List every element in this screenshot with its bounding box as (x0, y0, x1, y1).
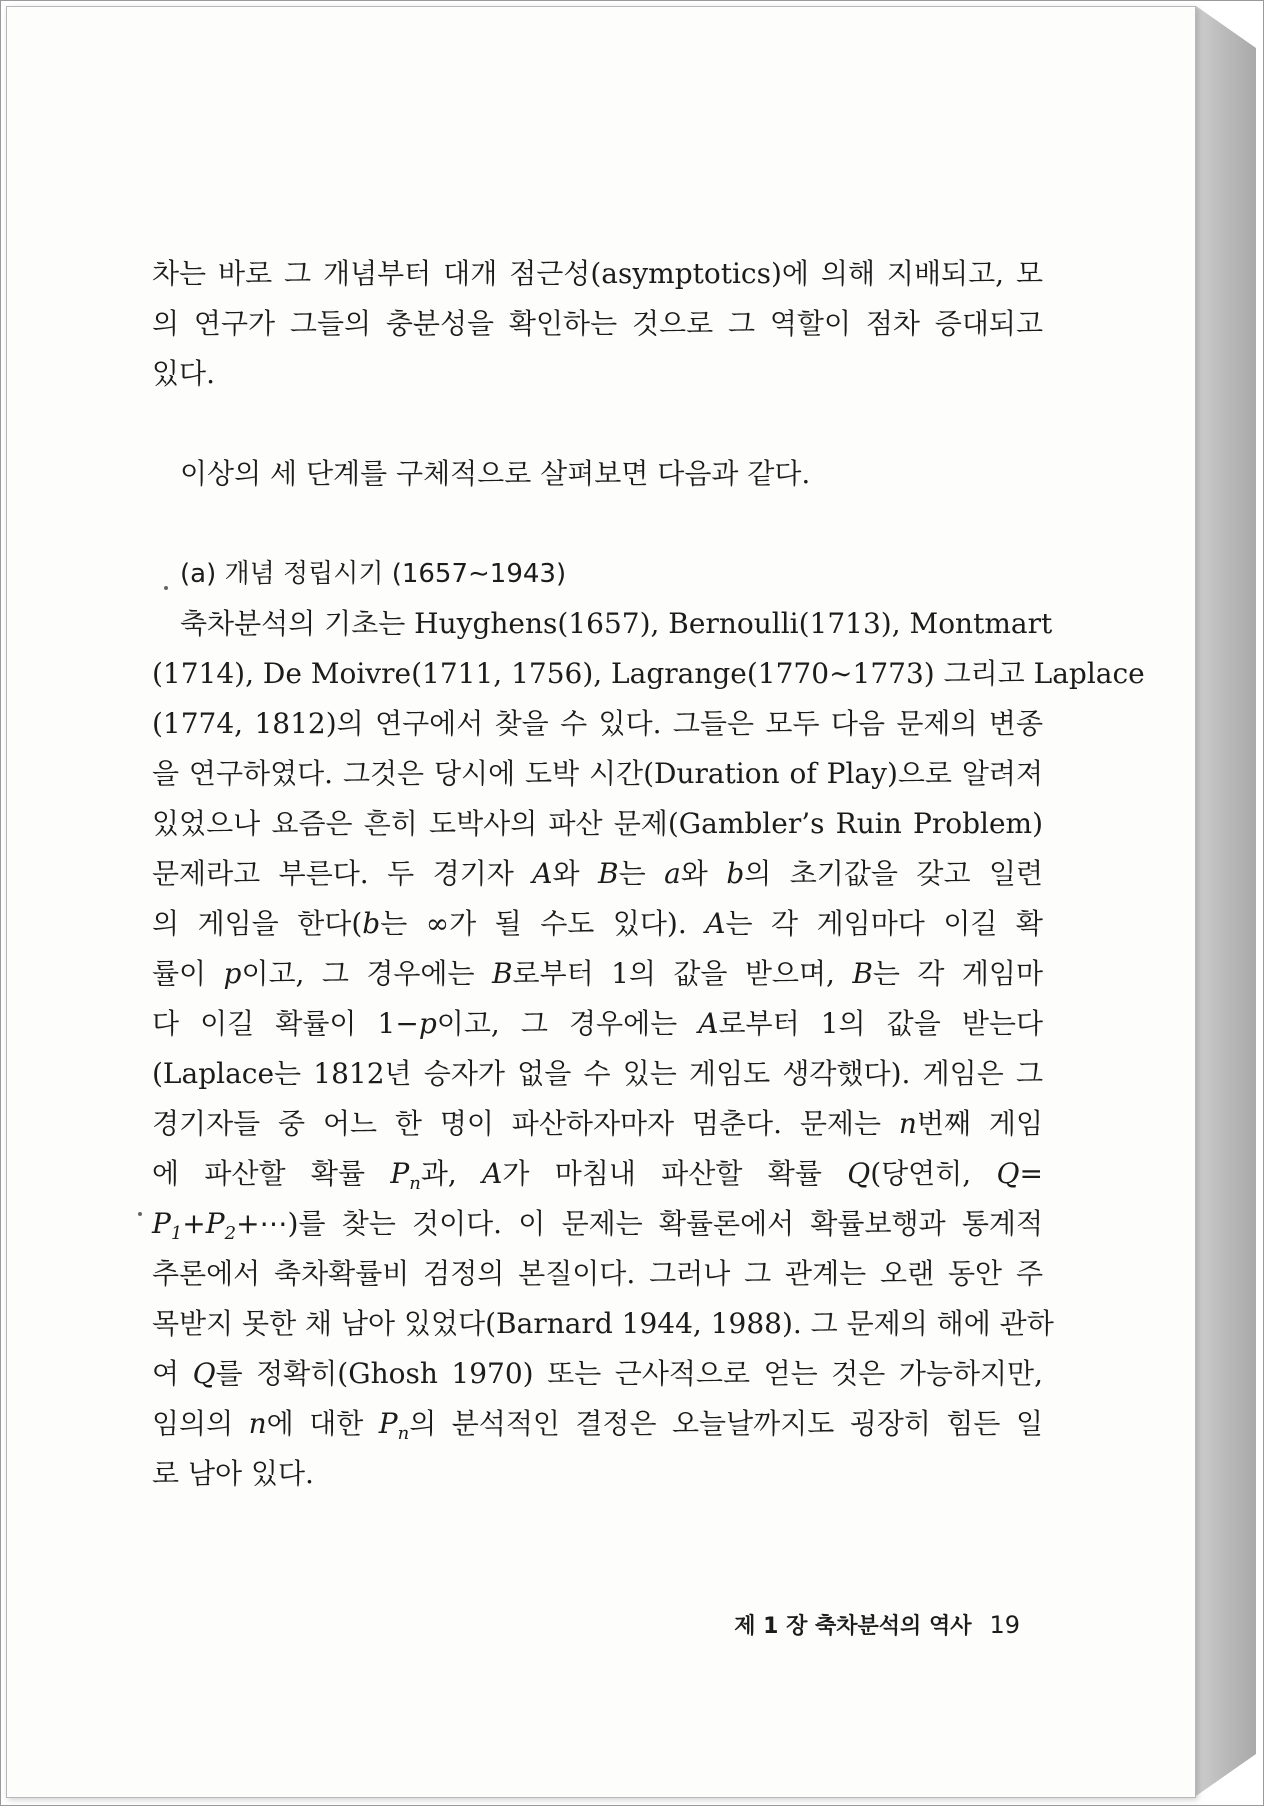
book-page-edge (1196, 6, 1256, 1796)
body-line: 의 게임을 한다(b는 ∞가 될 수도 있다). A는 각 게임마다 이길 확 (152, 907, 1043, 940)
stray-mark (138, 1212, 142, 1216)
body-line: 이상의 세 단계를 구체적으로 살펴보면 다음과 같다. (180, 457, 811, 490)
page-footer (734, 1610, 1020, 1642)
body-line: 있었으나 요즘은 흔히 도박사의 파산 문제(Gambler’s Ruin Problem) (152, 807, 1043, 840)
body-line: 임의의 n에 대한 $P_n$의 분석적인 결정은 오늘날까지도 굉장히 힘든 일 (152, 1407, 1043, 1444)
stray-mark (164, 586, 168, 590)
body-line: 차는 바로 그 개념부터 대개 점근성(asymptotics)에 의해 지배되고, 모 (152, 257, 1043, 290)
body-line: 률이 p이고, 그 경우에는 B로부터 1의 값을 받으며, B는 각 게임마 (152, 957, 1043, 990)
body-line: 목받지 못한 채 남아 있었다(Barnard 1944, 1988). 그 문제의 해에 관하 (152, 1307, 1054, 1340)
body-line: 추론에서 축차확률비 검정의 본질이다. 그러나 그 관계는 오랜 동안 주 (152, 1257, 1043, 1290)
section-heading: (a) 개념 정립시기 (1657∼1943) (180, 559, 567, 589)
body-line: (Laplace는 1812년 승자가 없을 수 있는 게임도 생각했다). 게임은 그 (152, 1057, 1043, 1090)
chapter-title: 제 1 장 축차분석의 역사 (734, 1614, 972, 1639)
body-line: (1714), De Moivre(1711, 1756), Lagrange(1770∼1773) 그리고 Laplace (152, 657, 1145, 690)
body-line: 에 파산할 확률 $P_n$과, A가 마침내 파산할 확률 Q(당연히, Q= (152, 1157, 1043, 1194)
body-line: 있다. (152, 357, 215, 390)
body-line: $P_1+P_2+\cdots$)를 찾는 것이다. 이 문제는 확률론에서 확률보행과 통계적 (152, 1207, 1043, 1244)
page-number: 19 (989, 1611, 1020, 1639)
body-line: 의 연구가 그들의 충분성을 확인하는 것으로 그 역할이 점차 증대되고 (152, 307, 1043, 340)
body-line: 로 남아 있다. (152, 1457, 314, 1490)
body-line: 다 이길 확률이 1−p이고, 그 경우에는 A로부터 1의 값을 받는다 (152, 1007, 1044, 1040)
body-line: 축차분석의 기초는 Huyghens(1657), Bernoulli(1713), Montmart (180, 607, 1053, 640)
body-line: (1774, 1812)의 연구에서 찾을 수 있다. 그들은 모두 다음 문제의 변종 (152, 707, 1043, 740)
body-line: 여 Q를 정확히(Ghosh 1970) 또는 근사적으로 얻는 것은 가능하지만, (152, 1357, 1043, 1390)
body-line: 문제라고 부른다. 두 경기자 A와 B는 a와 b의 초기값을 갖고 일련 (152, 857, 1044, 890)
body-line: 을 연구하였다. 그것은 당시에 도박 시간(Duration of Play)으로 알려져 (152, 757, 1043, 790)
body-line: 경기자들 중 어느 한 명이 파산하자마자 멈춘다. 문제는 n번째 게임 (152, 1107, 1043, 1140)
